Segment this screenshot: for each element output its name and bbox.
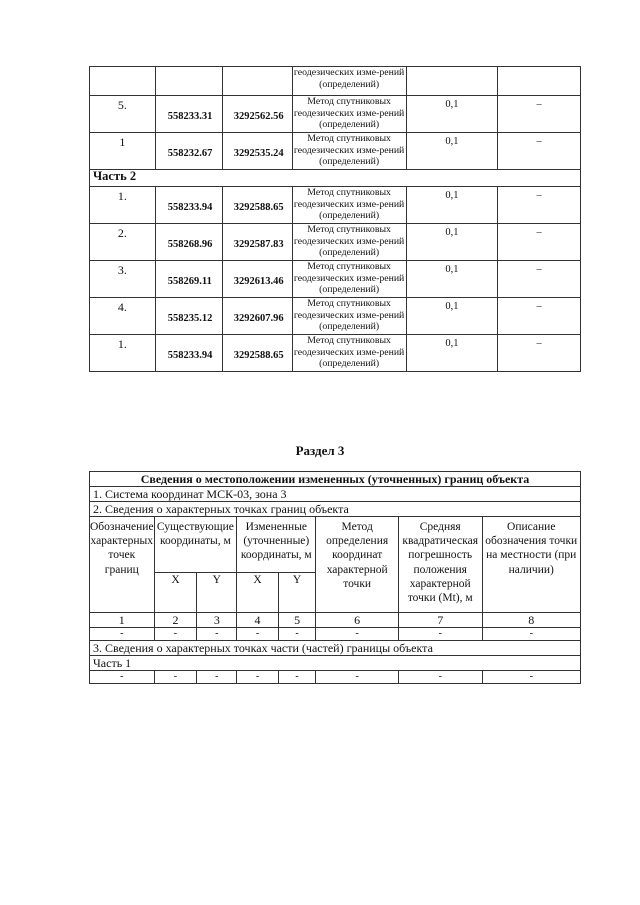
column-number-cell: 8 bbox=[482, 613, 581, 628]
x-coordinate-cell: 558233.31 bbox=[155, 96, 222, 133]
empty-value-cell: - bbox=[398, 671, 482, 684]
empty-value-cell: - bbox=[278, 628, 316, 641]
y-coordinate-cell: 3292588.65 bbox=[222, 187, 292, 224]
y-coordinate-cell: 3292588.65 bbox=[222, 335, 292, 372]
table-row bbox=[90, 133, 581, 170]
header-y-changed: Y bbox=[278, 573, 316, 613]
empty-value-cell: - bbox=[197, 628, 237, 641]
empty-value-cell: - bbox=[90, 628, 155, 641]
empty-value-cell: - bbox=[90, 671, 155, 684]
point-number-cell: 4. bbox=[90, 298, 156, 335]
empty-value-cell: - bbox=[154, 628, 197, 641]
x-coordinate-cell: 558232.67 bbox=[155, 133, 222, 170]
accuracy-cell: 0,1 bbox=[406, 261, 498, 298]
empty-value-cell: - bbox=[154, 671, 197, 684]
empty-value-cell: - bbox=[197, 671, 237, 684]
accuracy-cell: 0,1 bbox=[406, 298, 498, 335]
method-cell: Метод спутниковых геодезических изме-рений (определений) bbox=[292, 96, 406, 133]
table-row bbox=[90, 298, 581, 335]
column-number-cell: 5 bbox=[278, 613, 316, 628]
empty-value-cell: - bbox=[316, 628, 399, 641]
column-number-cell: 6 bbox=[316, 613, 399, 628]
method-cell: Метод спутниковых геодезических изме-рений (определений) bbox=[292, 298, 406, 335]
empty-value-cell: - bbox=[316, 671, 399, 684]
table-row bbox=[90, 67, 581, 96]
description-cell: – bbox=[498, 298, 581, 335]
column-number-cell: 2 bbox=[154, 613, 197, 628]
empty-value-cell: - bbox=[482, 628, 581, 641]
y-coordinate-cell: 3292562.56 bbox=[222, 96, 292, 133]
table-row bbox=[90, 335, 581, 372]
accuracy-cell: 0,1 bbox=[406, 335, 498, 372]
point-number-cell: 5. bbox=[90, 96, 156, 133]
empty-value-cell: - bbox=[482, 671, 581, 684]
accuracy-cell: 0,1 bbox=[406, 96, 498, 133]
column-number-cell: 1 bbox=[90, 613, 155, 628]
point-number-cell: 1 bbox=[90, 133, 156, 170]
coord-system-row: 1. Система координат МСК-03, зона 3 bbox=[90, 487, 581, 502]
table-row bbox=[90, 628, 581, 641]
description-cell: – bbox=[498, 335, 581, 372]
header-description: Описание обозначения точки на местности (при наличии) bbox=[482, 517, 581, 613]
description-cell: – bbox=[498, 187, 581, 224]
table-title: Сведения о местоположении измененных (уточненных) границ объекта bbox=[90, 472, 581, 487]
header-designation: Обозначение характерных точек границ bbox=[90, 517, 155, 613]
changed-boundaries-table bbox=[89, 471, 581, 684]
header-method: Метод определения координат характерной точки bbox=[316, 517, 399, 613]
description-cell: – bbox=[498, 224, 581, 261]
table-row bbox=[90, 224, 581, 261]
y-coordinate-cell: 3292587.83 bbox=[222, 224, 292, 261]
part-points-row: 3. Сведения о характерных точках части (частей) границы объекта bbox=[90, 641, 581, 656]
method-cell: Метод спутниковых геодезических изме-рений (определений) bbox=[292, 133, 406, 170]
point-number-cell: 1. bbox=[90, 335, 156, 372]
y-coordinate-cell: 3292613.46 bbox=[222, 261, 292, 298]
coordinates-table-part2 bbox=[89, 66, 581, 372]
section-heading: Раздел 3 bbox=[295, 443, 345, 458]
x-coordinate-cell: 558269.11 bbox=[155, 261, 222, 298]
column-numbers-row bbox=[90, 613, 581, 628]
description-cell: – bbox=[498, 261, 581, 298]
empty-value-cell: - bbox=[278, 671, 316, 684]
header-changed: Измененные (уточненные) координаты, м bbox=[237, 517, 316, 573]
table-row bbox=[90, 96, 581, 133]
column-number-cell: 7 bbox=[398, 613, 482, 628]
x-coordinate-cell: 558235.12 bbox=[155, 298, 222, 335]
method-cell: Метод спутниковых геодезических изме-рений (определений) bbox=[292, 335, 406, 372]
y-coordinate-cell: 3292607.96 bbox=[222, 298, 292, 335]
y-coordinate-cell: 3292535.24 bbox=[222, 133, 292, 170]
point-number-cell: 1. bbox=[90, 187, 156, 224]
table-row bbox=[90, 261, 581, 298]
description-cell: – bbox=[498, 96, 581, 133]
x-coordinate-cell: 558233.94 bbox=[155, 335, 222, 372]
header-x-existing: X bbox=[154, 573, 197, 613]
column-number-cell: 4 bbox=[237, 613, 279, 628]
part-row bbox=[90, 170, 581, 187]
column-number-cell: 3 bbox=[197, 613, 237, 628]
point-number-cell: 2. bbox=[90, 224, 156, 261]
header-accuracy: Средняя квадратическая погрешность положения характерной точки (Mt), м bbox=[398, 517, 482, 613]
x-coordinate-cell: 558233.94 bbox=[155, 187, 222, 224]
header-y-existing: Y bbox=[197, 573, 237, 613]
description-cell: – bbox=[498, 133, 581, 170]
accuracy-cell: 0,1 bbox=[406, 224, 498, 261]
part-label-row: Часть 1 bbox=[90, 656, 581, 671]
accuracy-cell: 0,1 bbox=[406, 133, 498, 170]
header-existing: Существующие координаты, м bbox=[154, 517, 237, 573]
empty-value-cell: - bbox=[237, 628, 279, 641]
method-cell: Метод спутниковых геодезических изме-рений (определений) bbox=[292, 224, 406, 261]
point-number-cell: 3. bbox=[90, 261, 156, 298]
method-cell: геодезических изме-рений (определений) bbox=[292, 67, 406, 96]
empty-value-cell: - bbox=[398, 628, 482, 641]
x-coordinate-cell: 558268.96 bbox=[155, 224, 222, 261]
method-cell: Метод спутниковых геодезических изме-рений (определений) bbox=[292, 187, 406, 224]
header-x-changed: X bbox=[237, 573, 279, 613]
part-label: Часть 2 bbox=[90, 170, 581, 187]
empty-value-cell: - bbox=[237, 671, 279, 684]
accuracy-cell: 0,1 bbox=[406, 187, 498, 224]
table-row bbox=[90, 187, 581, 224]
method-cell: Метод спутниковых геодезических изме-рений (определений) bbox=[292, 261, 406, 298]
char-points-row: 2. Сведения о характерных точках границ объекта bbox=[90, 502, 581, 517]
table-row bbox=[90, 671, 581, 684]
